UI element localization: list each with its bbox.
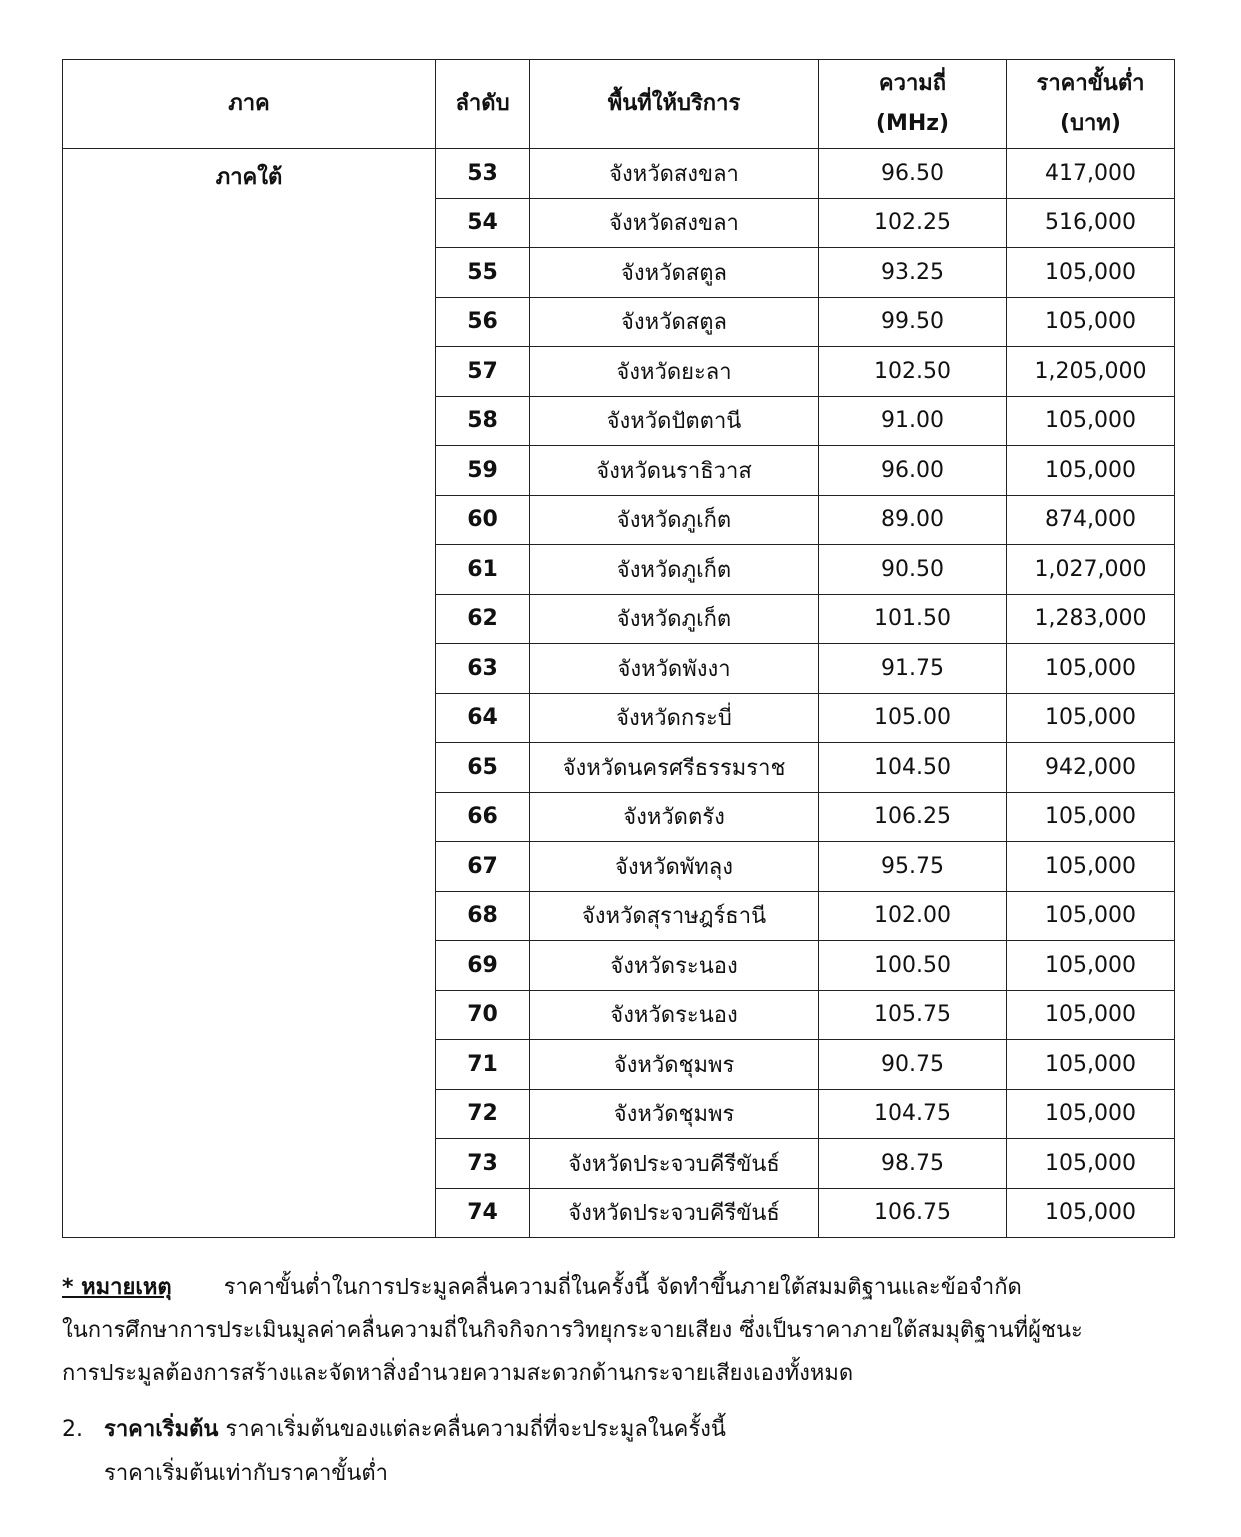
row-frequency-cell: 102.50 (819, 347, 1007, 397)
row-min-price-cell: 516,000 (1007, 198, 1175, 248)
row-area-cell: จังหวัดสตูล (530, 297, 819, 347)
row-frequency-cell: 105.75 (819, 990, 1007, 1040)
row-number-cell: 73 (436, 1139, 530, 1189)
row-number-cell: 58 (436, 396, 530, 446)
row-number-cell: 71 (436, 1040, 530, 1090)
row-frequency-cell: 101.50 (819, 594, 1007, 644)
row-min-price-cell: 105,000 (1007, 297, 1175, 347)
row-number-cell: 62 (436, 594, 530, 644)
table-header-row (63, 60, 1175, 149)
footnote-label: * หมายเหตุ (62, 1275, 172, 1300)
row-number-cell: 59 (436, 446, 530, 496)
row-frequency-cell: 96.00 (819, 446, 1007, 496)
row-area-cell: จังหวัดประจวบคีรีขันธ์ (530, 1188, 819, 1238)
row-area-cell: จังหวัดภูเก็ต (530, 594, 819, 644)
row-area-cell: จังหวัดชุมพร (530, 1040, 819, 1090)
row-min-price-cell: 417,000 (1007, 149, 1175, 199)
header-min-price-line1: ราคาขั้นต่ำ (1036, 71, 1145, 96)
row-min-price-cell: 105,000 (1007, 248, 1175, 298)
row-number-cell: 63 (436, 644, 530, 694)
row-number-cell: 65 (436, 743, 530, 793)
row-frequency-cell: 104.75 (819, 1089, 1007, 1139)
row-number-cell: 67 (436, 842, 530, 892)
row-min-price-cell: 105,000 (1007, 1089, 1175, 1139)
row-min-price-cell: 1,283,000 (1007, 594, 1175, 644)
footnote (62, 1266, 1182, 1395)
item-starting-price-line2: ราคาเริ่มต้นเท่ากับราคาขั้นต่ำ (104, 1461, 389, 1486)
row-number-cell: 56 (436, 297, 530, 347)
row-frequency-cell: 98.75 (819, 1139, 1007, 1189)
row-frequency-cell: 106.25 (819, 792, 1007, 842)
row-area-cell: จังหวัดสตูล (530, 248, 819, 298)
row-frequency-cell: 90.75 (819, 1040, 1007, 1090)
row-frequency-cell: 99.50 (819, 297, 1007, 347)
row-min-price-cell: 105,000 (1007, 396, 1175, 446)
row-min-price-cell: 105,000 (1007, 891, 1175, 941)
header-region: ภาค (63, 60, 436, 149)
row-area-cell: จังหวัดกระบี่ (530, 693, 819, 743)
row-frequency-cell: 90.50 (819, 545, 1007, 595)
row-frequency-cell: 96.50 (819, 149, 1007, 199)
row-number-cell: 66 (436, 792, 530, 842)
header-frequency (819, 60, 1007, 149)
row-frequency-cell: 91.75 (819, 644, 1007, 694)
item-starting-price-line1 (62, 1408, 1162, 1452)
row-min-price-cell: 1,027,000 (1007, 545, 1175, 595)
row-number-cell: 68 (436, 891, 530, 941)
row-min-price-cell: 105,000 (1007, 1040, 1175, 1090)
row-area-cell: จังหวัดระนอง (530, 941, 819, 991)
row-min-price-cell: 105,000 (1007, 644, 1175, 694)
row-area-cell: จังหวัดนราธิวาส (530, 446, 819, 496)
row-frequency-cell: 102.00 (819, 891, 1007, 941)
header-area: พื้นที่ให้บริการ (530, 60, 819, 149)
row-area-cell: จังหวัดระนอง (530, 990, 819, 1040)
header-frequency-line1: ความถี่ (878, 71, 947, 96)
row-area-cell: จังหวัดนครศรีธรรมราช (530, 743, 819, 793)
row-min-price-cell: 105,000 (1007, 1139, 1175, 1189)
header-min-price-line2: (บาท) (1060, 111, 1121, 136)
row-area-cell: จังหวัดพังงา (530, 644, 819, 694)
row-number-cell: 64 (436, 693, 530, 743)
row-min-price-cell: 105,000 (1007, 693, 1175, 743)
table-row (63, 149, 1175, 199)
row-min-price-cell: 105,000 (1007, 842, 1175, 892)
row-min-price-cell: 105,000 (1007, 941, 1175, 991)
row-area-cell: จังหวัดภูเก็ต (530, 545, 819, 595)
row-min-price-cell: 1,205,000 (1007, 347, 1175, 397)
row-frequency-cell: 95.75 (819, 842, 1007, 892)
item-starting-price (62, 1408, 1162, 1496)
region-cell: ภาคใต้ (63, 149, 436, 1238)
row-frequency-cell: 104.50 (819, 743, 1007, 793)
row-number-cell: 60 (436, 495, 530, 545)
row-area-cell: จังหวัดตรัง (530, 792, 819, 842)
header-min-price (1007, 60, 1175, 149)
footnote-text-1: ราคาขั้นต่ำในการประมูลคลื่นความถี่ในครั้งนี้ จัดทำขึ้นภายใต้สมมติฐานและข้อจำกัด (223, 1275, 1022, 1300)
header-order: ลำดับ (436, 60, 530, 149)
row-frequency-cell: 91.00 (819, 396, 1007, 446)
row-number-cell: 70 (436, 990, 530, 1040)
row-area-cell: จังหวัดพัทลุง (530, 842, 819, 892)
footnote-line2: ในการศึกษาการประเมินมูลค่าคลื่นความถี่ในกิจกิจการวิทยุกระจายเสียง ซึ่งเป็นราคาภายใต้สมมุติฐานที่ผู้ชนะ (62, 1318, 1083, 1343)
item-text: ราคาเริ่มต้นของแต่ละคลื่นความถี่ที่จะประมูลในครั้งนี้ (225, 1417, 726, 1442)
row-min-price-cell: 105,000 (1007, 990, 1175, 1040)
row-min-price-cell: 942,000 (1007, 743, 1175, 793)
row-frequency-cell: 93.25 (819, 248, 1007, 298)
table-body (63, 149, 1175, 1238)
row-number-cell: 57 (436, 347, 530, 397)
item-heading: ราคาเริ่มต้น (104, 1417, 219, 1442)
footnote-line3: การประมูลต้องการสร้างและจัดหาสิ่งอำนวยความสะดวกด้านกระจายเสียงเองทั้งหมด (62, 1361, 854, 1386)
row-number-cell: 55 (436, 248, 530, 298)
row-min-price-cell: 874,000 (1007, 495, 1175, 545)
row-min-price-cell: 105,000 (1007, 446, 1175, 496)
row-number-cell: 72 (436, 1089, 530, 1139)
row-frequency-cell: 100.50 (819, 941, 1007, 991)
row-frequency-cell: 105.00 (819, 693, 1007, 743)
row-area-cell: จังหวัดชุมพร (530, 1089, 819, 1139)
row-number-cell: 54 (436, 198, 530, 248)
row-area-cell: จังหวัดปัตตานี (530, 396, 819, 446)
frequency-price-table (62, 59, 1175, 1238)
row-area-cell: จังหวัดประจวบคีรีขันธ์ (530, 1139, 819, 1189)
row-number-cell: 74 (436, 1188, 530, 1238)
row-number-cell: 61 (436, 545, 530, 595)
row-area-cell: จังหวัดสุราษฎร์ธานี (530, 891, 819, 941)
row-frequency-cell: 89.00 (819, 495, 1007, 545)
row-area-cell: จังหวัดสงขลา (530, 198, 819, 248)
row-area-cell: จังหวัดภูเก็ต (530, 495, 819, 545)
row-frequency-cell: 106.75 (819, 1188, 1007, 1238)
row-number-cell: 69 (436, 941, 530, 991)
header-frequency-line2: (MHz) (875, 111, 950, 136)
footnote-line1 (62, 1266, 1182, 1309)
row-min-price-cell: 105,000 (1007, 792, 1175, 842)
row-area-cell: จังหวัดสงขลา (530, 149, 819, 199)
row-area-cell: จังหวัดยะลา (530, 347, 819, 397)
row-frequency-cell: 102.25 (819, 198, 1007, 248)
item-number: 2. (62, 1417, 83, 1442)
row-min-price-cell: 105,000 (1007, 1188, 1175, 1238)
row-number-cell: 53 (436, 149, 530, 199)
